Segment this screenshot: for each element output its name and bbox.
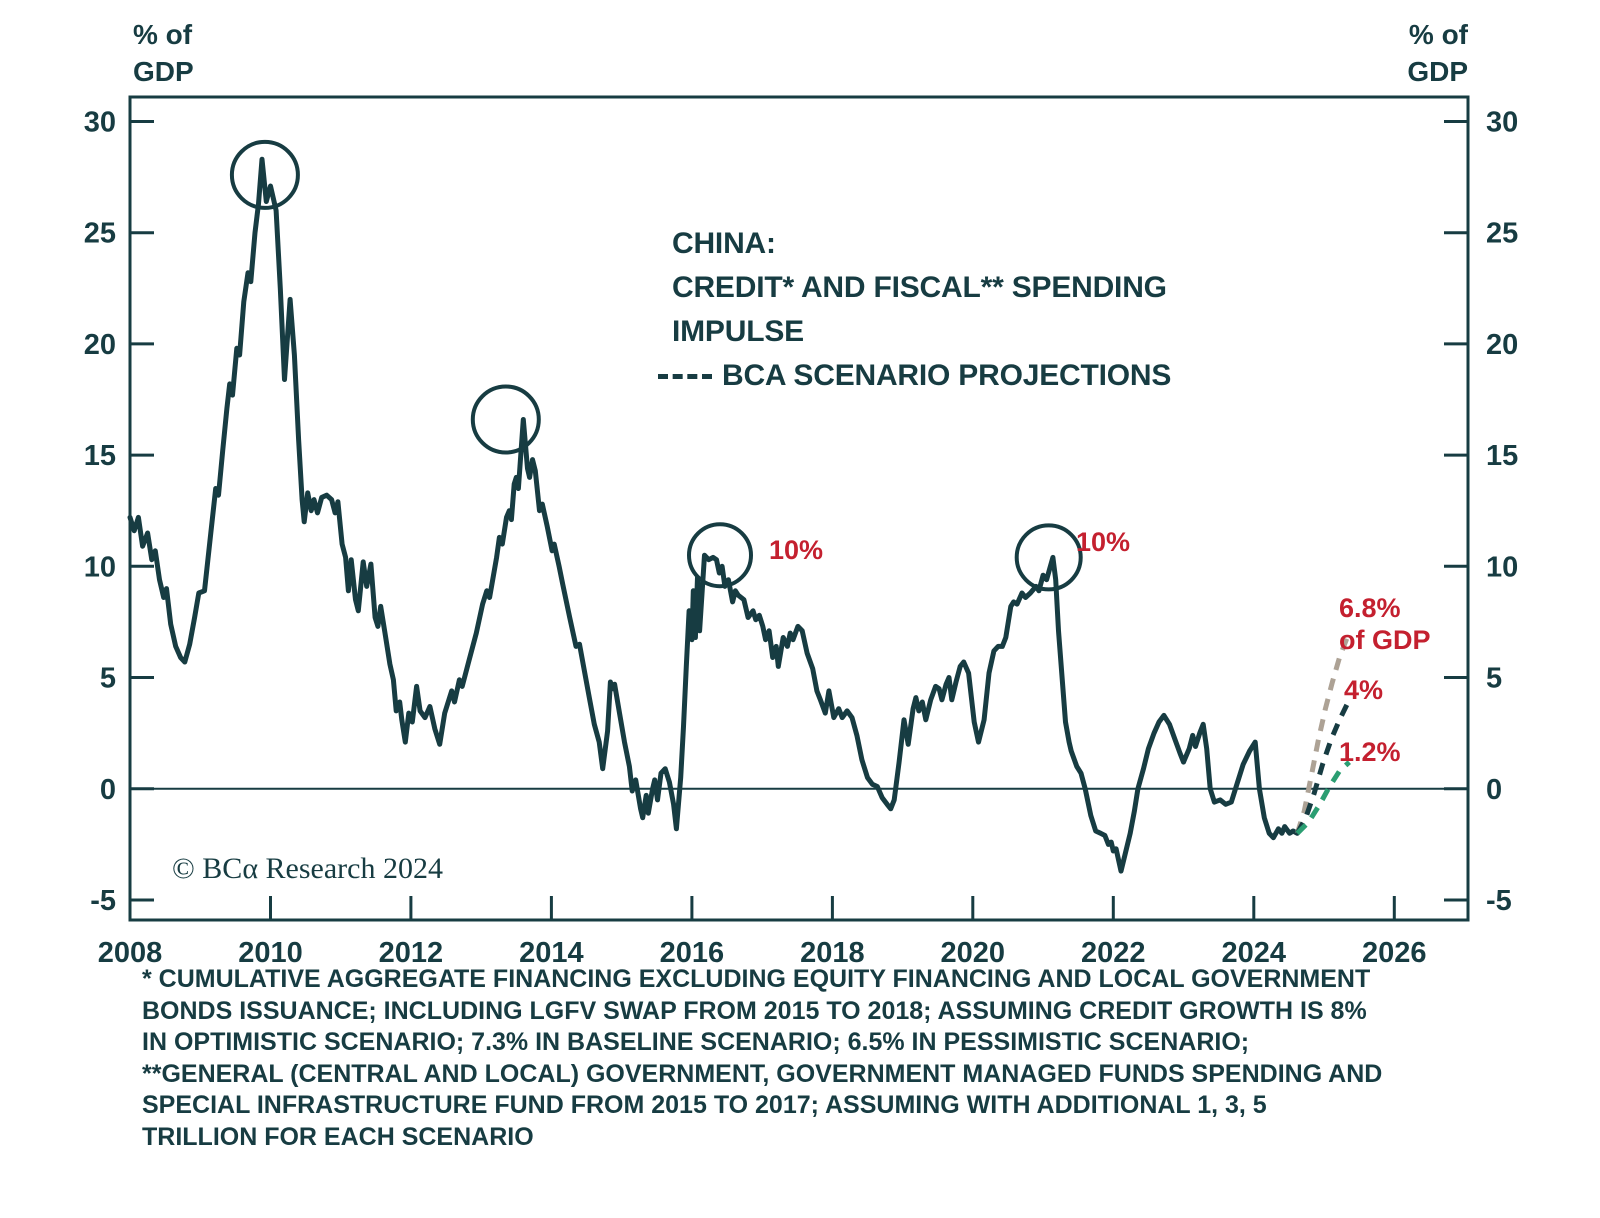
y-axis-unit-line: GDP [133, 56, 194, 87]
y-tick-label-right: -5 [1486, 884, 1512, 917]
peak-circle-2016 [689, 524, 751, 586]
y-tick-label-right: 0 [1486, 773, 1503, 806]
y-axis-unit-right [1407, 16, 1468, 90]
pessimistic-projection-line [1297, 762, 1349, 833]
footnote-line-4: **GENERAL (CENTRAL AND LOCAL) GOVERNMENT, GOVERNMENT MANAGED FUNDS SPENDING AND [142, 1059, 1383, 1088]
footnote-line-5: SPECIAL INFRASTRUCTURE FUND FROM 2015 TO 2017; ASSUMING WITH ADDITIONAL 1, 3, 5 [142, 1091, 1267, 1119]
y-tick-label-right: 10 [1486, 551, 1519, 584]
plot-border [130, 97, 1468, 920]
chart-title [672, 222, 1171, 398]
chart-title-line-3: IMPULSE [672, 315, 804, 348]
optimistic-projection-line [1297, 638, 1347, 834]
projection-label-optimistic-text: 6.8% [1339, 593, 1401, 623]
x-tick-label: 2024 [1221, 937, 1287, 969]
peak-circle-2013 [473, 387, 539, 453]
y-tick-label-left: 25 [83, 217, 116, 250]
y-tick-label-left: 30 [83, 106, 116, 139]
copyright-notice: © BCα Research 2024 [172, 852, 443, 885]
x-tick-label: 2022 [1081, 937, 1146, 969]
peak-label-2021-text: 10% [1076, 527, 1131, 557]
y-tick-label-right: 25 [1486, 217, 1519, 250]
projection-legend [658, 354, 1171, 398]
y-tick-label-left: 0 [99, 773, 116, 806]
y-tick-label-left: -5 [90, 884, 116, 917]
chart-title-line-1: CHINA: [672, 227, 776, 260]
footnote-line-6: TRILLION FOR EACH SCENARIO [142, 1122, 534, 1151]
projection-label-baseline-text: 4% [1344, 675, 1384, 705]
y-tick-label-left: 20 [83, 328, 116, 361]
y-axis-unit-left [133, 16, 194, 90]
x-tick-label: 2018 [800, 937, 865, 969]
x-tick-label: 2008 [97, 937, 163, 969]
y-tick-label-right: 15 [1486, 440, 1519, 473]
y-tick-label-right: 20 [1486, 328, 1519, 361]
y-axis-unit-line: % of [133, 19, 193, 50]
y-axis-unit-line: GDP [1407, 56, 1468, 87]
x-tick-label: 2026 [1362, 937, 1427, 969]
chart-title-line-2: CREDIT* AND FISCAL** SPENDING [672, 271, 1167, 304]
y-tick-label-left: 15 [83, 440, 116, 473]
peak-label-2016-text: 10% [769, 535, 824, 565]
x-tick-label: 2016 [659, 937, 725, 969]
projection-label-pessimistic-text: 1.2% [1339, 737, 1401, 767]
y-axis-unit-line: % of [1408, 19, 1468, 50]
y-tick-label-right: 30 [1486, 106, 1519, 139]
x-tick-label: 2020 [940, 937, 1006, 969]
projection-label-optimistic-text: of GDP [1339, 625, 1431, 655]
footnote-line-2: BONDS ISSUANCE; INCLUDING LGFV SWAP FROM 2015 TO 2018; ASSUMING CREDIT GROWTH IS 8% [142, 996, 1367, 1025]
footnote-line-1: * CUMULATIVE AGGREGATE FINANCING EXCLUDING EQUITY FINANCING AND LOCAL GOVERNMENT [142, 965, 1371, 993]
footnotes [142, 964, 1382, 1153]
y-tick-label-left: 10 [83, 551, 116, 584]
footnote-line-3: IN OPTIMISTIC SCENARIO; 7.3% IN BASELINE SCENARIO; 6.5% IN PESSIMISTIC SCENARIO; [142, 1028, 1250, 1056]
projection-legend-label: BCA SCENARIO PROJECTIONS [722, 359, 1172, 392]
x-tick-label: 2010 [238, 937, 303, 969]
y-tick-label-left: 5 [99, 662, 116, 695]
dashed-line-legend-marker [658, 374, 712, 379]
y-tick-label-right: 5 [1486, 662, 1503, 695]
x-tick-label: 2014 [519, 937, 584, 969]
x-tick-label: 2012 [378, 937, 444, 969]
